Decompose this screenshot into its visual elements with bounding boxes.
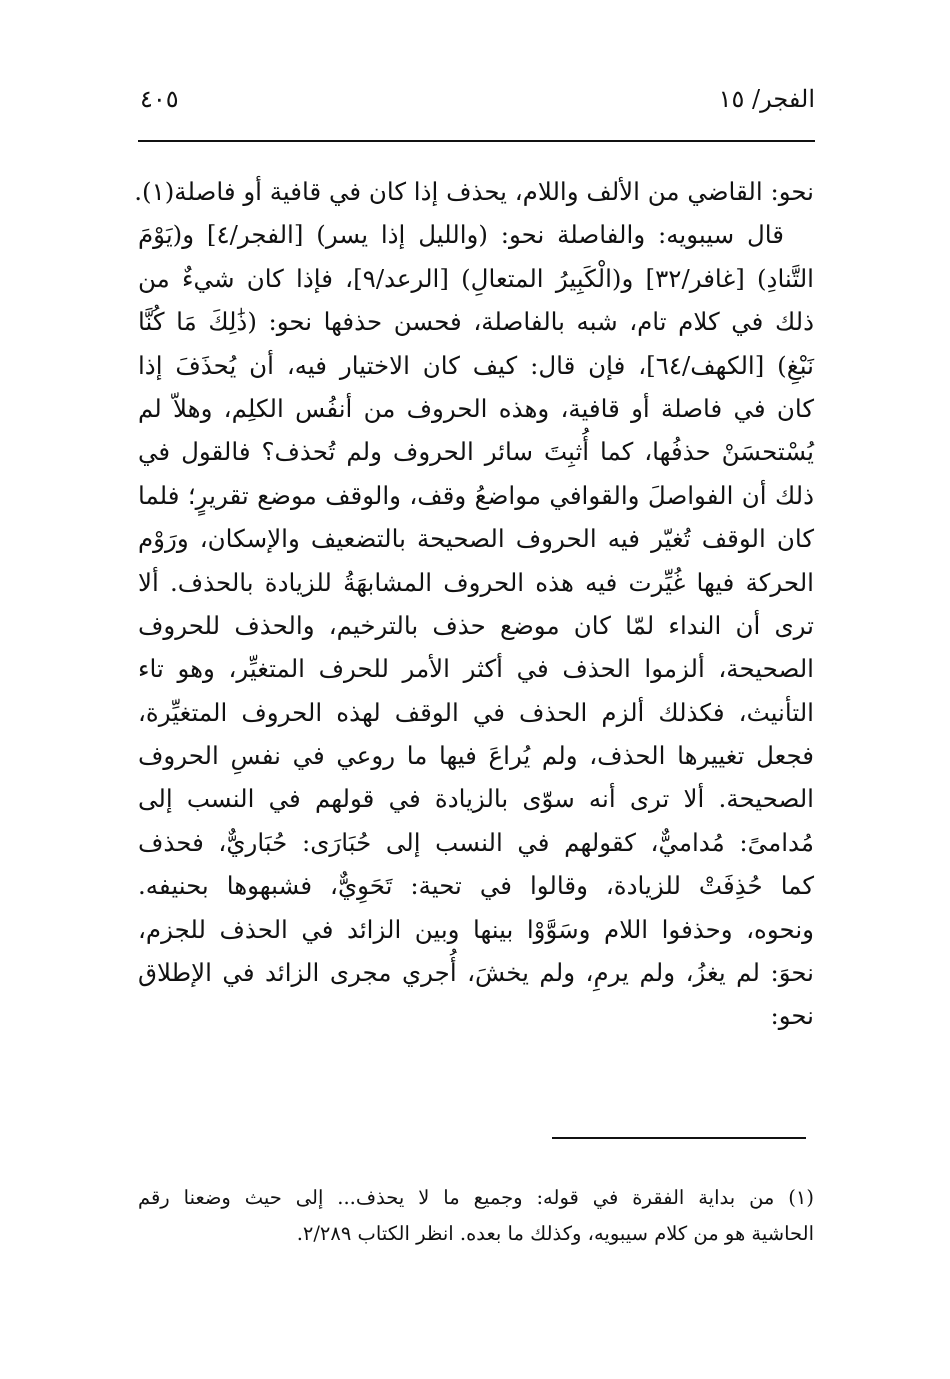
- body-line: التَّنادِ) [غافر/٣٢] و(الْكَبِيرُ المتعالِ) [الرعد/٩]، فإذا كان شيءٌ من: [138, 263, 814, 293]
- body-line: ونحوه، وحذفوا اللام وسَوَّوْا بينها وبين الزائد في الحذف للجزم،: [138, 914, 814, 944]
- footnote-line: (١) من بداية الفقرة في قوله: وجميع ما لا يحذف... إلى حيث وضعنا رقم: [138, 1186, 814, 1209]
- body-line: الصحيحة، ألزموا الحذف في أكثر الأمر للحرف المتغيِّر، وهو تاء: [138, 654, 814, 684]
- body-line: نَبْغِ) [الكهف/٦٤]، فإن قال: كيف كان الاختيار فيه، أن يُحذَفَ إذا: [138, 350, 814, 380]
- body-line: كان في فاصلة أو قافية، وهذه الحروف من أنفُس الكلِم، وهلاّ لم: [138, 393, 814, 423]
- body-line: يُسْتحسَنْ حذفُها، كما أُثبِتَ سائر الحروف ولم تُحذف؟ فالقول في: [138, 437, 814, 467]
- body-line: الحركة فيها غُيِّرت فيه هذه الحروف المشابهَةُ للزيادة بالحذف. ألا: [138, 567, 814, 597]
- body-line: مُدامىً: مُداميٌّ، كقولهم في النسب إلى حُبَارَى: حُبَاريٌّ، فحذف: [138, 827, 814, 857]
- body-line: نحوَ: لم يغزُ، ولم يرمِ، ولم يخشَ، أُجري مجرى الزائد في الإطلاق: [138, 958, 814, 988]
- body-line: نحو: القاضي من الألف واللام، يحذف إذا كان في قافية أو فاصلة(١).: [134, 177, 814, 206]
- header-rule: [138, 140, 815, 142]
- body-line: فجعل تغييرها الحذف، ولم يُراعَ فيها ما روعي في نفسِ الحروف: [138, 741, 814, 771]
- body-line: نحو:: [770, 1001, 814, 1031]
- body-line: ترى أن النداء لمّا كان موضع حذف بالترخيم، والحذف للحروف: [138, 610, 814, 640]
- running-head: الفجر/ ١٥: [718, 85, 815, 113]
- body-line: قال سيبويه: والفاصلة نحو: (والليل إذا يسر) [الفجر/٤] و(يَوْمَ: [138, 220, 784, 250]
- body-line: كان الوقف تُغيّر فيه الحروف الصحيحة بالتضعيف والإسكان، ورَوْم: [138, 524, 814, 554]
- body-line: الصحيحة. ألا ترى أنه سوّى بالزيادة في قولهم في النسب إلى: [138, 784, 814, 814]
- body-text: [134, 170, 814, 1038]
- body-line: كما حُذِفَتْ للزيادة، وقالوا في تحية: تَحَوِيٌّ، فشبهوها بحنيفه.: [138, 871, 814, 901]
- body-line: ذلك أن الفواصلَ والقوافي مواضعُ وقف، والوقف موضع تقريرٍ؛ فلما: [138, 480, 814, 510]
- body-line: التأنيث، فكذلك ألزم الحذف في الوقف لهذه الحروف المتغيِّرة،: [138, 697, 814, 727]
- footnote-line: الحاشية هو من كلام سيبويه، وكذلك ما بعده. انظر الكتاب ٢/٢٨٩.: [296, 1222, 814, 1245]
- footnote-rule: [552, 1137, 806, 1139]
- page-number: ٤٠٥: [140, 85, 179, 113]
- body-line: ذلك في كلام تام، شبه بالفاصلة، فحسن حذفها نحو: (ذَٰلِكَ مَا كُنَّا: [138, 307, 814, 337]
- footnotes: [138, 1180, 814, 1252]
